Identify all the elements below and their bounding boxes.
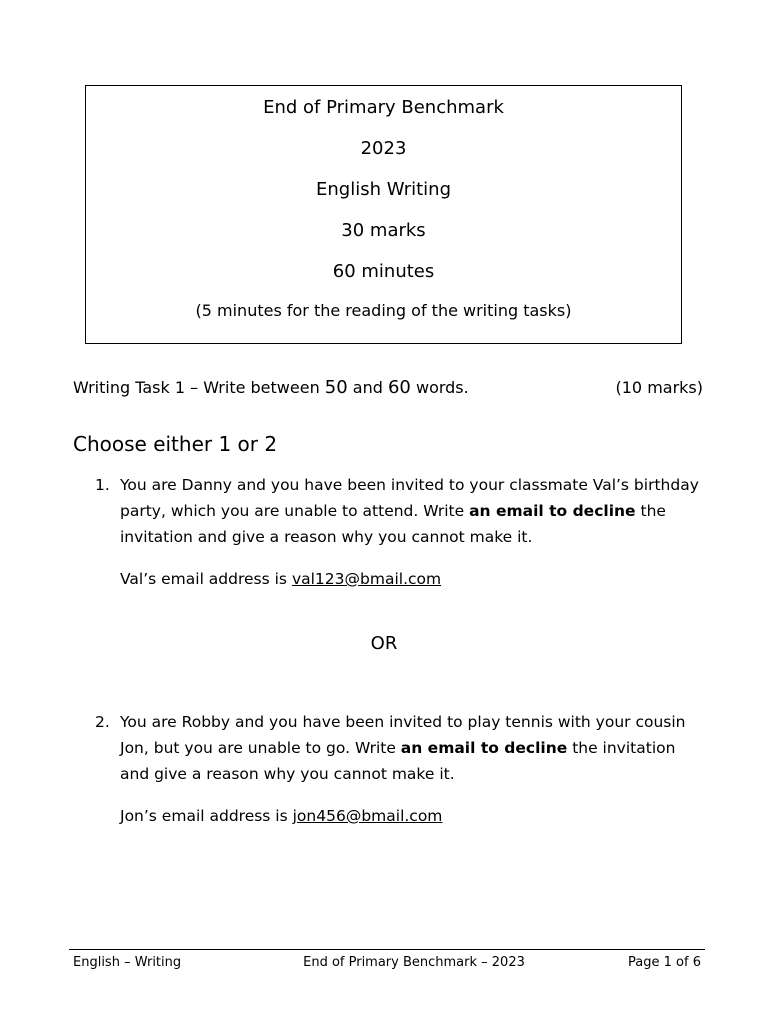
reading-time-note: (5 minutes for the reading of the writing tasks) [195, 301, 572, 320]
task-prefix: Writing Task 1 – Write between [73, 378, 325, 397]
question-item-1 [95, 472, 705, 550]
question-emphasis: an email to decline [469, 502, 636, 520]
task-instruction [73, 375, 469, 401]
task-suffix: words. [410, 378, 469, 397]
question-text [120, 472, 705, 550]
task-marks: (10 marks) [615, 378, 703, 397]
min-words: 50 [324, 377, 348, 398]
choose-heading: Choose either 1 or 2 [73, 432, 278, 456]
footer-page-number: Page 1 of 6 [628, 955, 701, 970]
question-text-after: the invitation and give a reason why you cannot make it. [120, 739, 676, 783]
question-number: 1. [95, 476, 110, 494]
title-box [85, 85, 682, 344]
duration: 60 minutes [332, 261, 435, 282]
email-label: Jon’s email address is [120, 807, 293, 825]
question-text-after: the invitation and give a reason why you cannot make it. [120, 502, 666, 546]
footer-title: End of Primary Benchmark – 2023 [303, 955, 525, 970]
page-footer [73, 953, 701, 973]
question-number: 2. [95, 713, 110, 731]
total-marks: 30 marks [341, 220, 426, 241]
question-emphasis: an email to decline [400, 739, 568, 757]
question-text-before: You are Robby and you have been invited to play tennis with your cousin Jon, but you are unable to go. Write [120, 713, 686, 757]
email-line-1 [120, 566, 441, 592]
footer-subject: English – Writing [73, 955, 182, 970]
task-header [73, 375, 703, 401]
task-and: and [347, 378, 388, 397]
benchmark-title: End of Primary Benchmark [263, 97, 504, 118]
email-address: val123@bmail.com [291, 570, 442, 588]
max-words: 60 [387, 377, 411, 398]
question-text-before: You are Danny and you have been invited to your classmate Val’s birthday party, which you are unable to attend. Write [120, 476, 699, 520]
benchmark-year: 2023 [360, 138, 407, 159]
email-label: Val’s email address is [120, 570, 292, 588]
email-address: jon456@bmail.com [292, 807, 443, 825]
or-separator: OR [370, 633, 398, 654]
subject-title: English Writing [316, 179, 451, 200]
footer-divider [69, 949, 705, 950]
question-item-2 [95, 709, 705, 787]
email-line-2 [120, 803, 442, 829]
question-text [120, 709, 705, 787]
